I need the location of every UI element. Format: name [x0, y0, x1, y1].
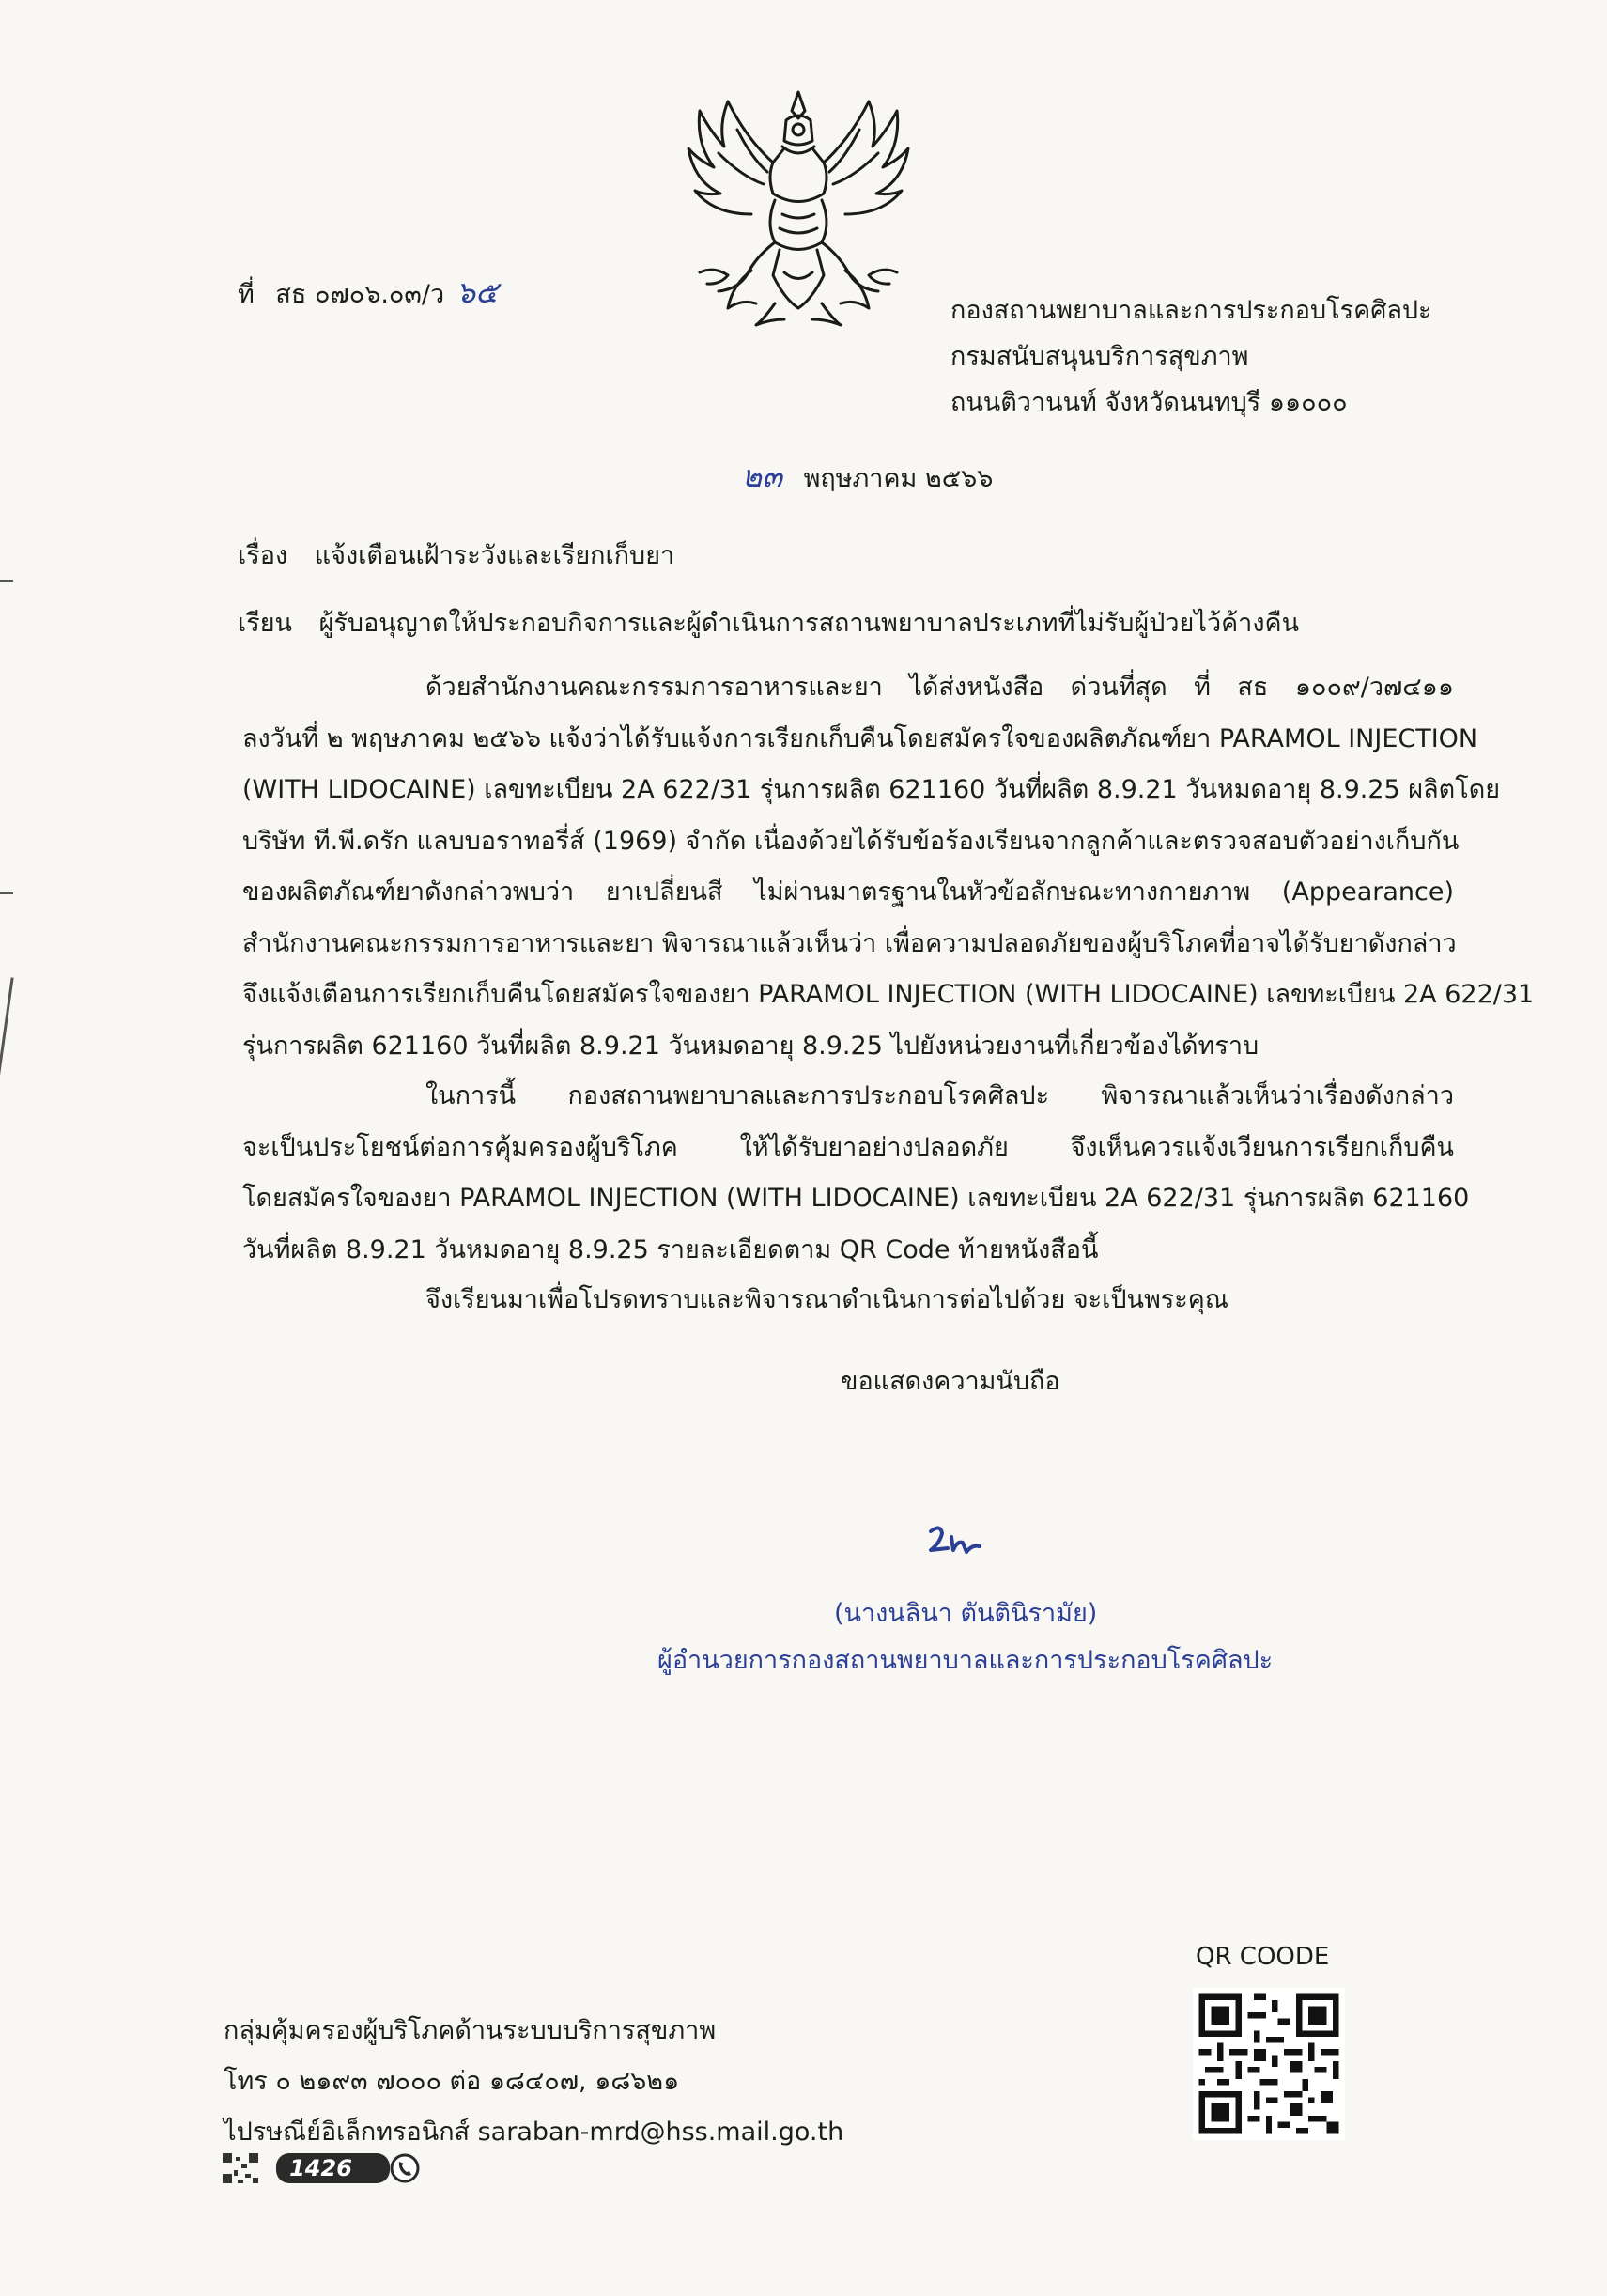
date-month-year: พฤษภาคม ๒๕๖๖	[803, 464, 994, 493]
date-day-handwritten: ๒๓	[742, 458, 782, 494]
paragraph-line: ของผลิตภัณฑ์ยาดังกล่าวพบว่า ยาเปลี่ยนสี ไม่ผ่านมาตรฐานในหัวข้อลักษณะทางกายภาพ (Appearance)	[242, 877, 1454, 907]
paragraph-line: ด้วยสำนักงานคณะกรรมการอาหารและยา ได้ส่งหนังสือ ด่วนที่สุด ที่ สธ ๑๐๐๙/ว๗๔๑๑	[425, 673, 1454, 702]
hotline-logo	[221, 2151, 421, 2185]
hotline-number: 1426	[276, 2153, 390, 2183]
contact-email: ไปรษณีย์อิเล็กทรอนิกส์ saraban-mrd@hss.mail.go.th	[224, 2118, 844, 2147]
scan-edge-mark	[0, 892, 13, 894]
addressee-line	[238, 609, 1299, 639]
subject-label: เรื่อง	[238, 541, 288, 570]
document-number-label: ที่	[238, 280, 255, 309]
addressee-text: ผู้รับอนุญาตให้ประกอบกิจการและผู้ดำเนินการสถานพยาบาลประเภทที่ไม่รับผู้ป่วยไว้ค้างคืน	[318, 609, 1300, 638]
paragraph-line: จึงแจ้งเตือนการเรียกเก็บคืนโดยสมัครใจของยา PARAMOL INJECTION (WITH LIDOCAINE) เลขทะเบียน 2A 622/31	[242, 980, 1535, 1009]
handwritten-signature	[925, 1522, 983, 1561]
closing-request: จึงเรียนมาเพื่อโปรดทราบและพิจารณาดำเนินการต่อไปด้วย จะเป็นพระคุณ	[425, 1285, 1228, 1314]
body-paragraph-2	[242, 1071, 1470, 1276]
signer-position: ผู้อำนวยการกองสถานพยาบาลและการประกอบโรคศิลปะ	[657, 1646, 1274, 1675]
paragraph-line: บริษัท ที.พี.ดรัก แลบบอราทอรี่ส์ (1969) จำกัด เนื่องด้วยได้รับข้อร้องเรียนจากลูกค้าและตรวจสอบตัวอย่างเก็บกัน	[242, 826, 1460, 856]
org-street: ถนนติวานนท์ จังหวัดนนทบุรี ๑๑๐๐๐	[950, 388, 1348, 417]
subject-line	[238, 541, 674, 571]
scan-edge-mark	[0, 977, 14, 1079]
contact-phone: โทร ๐ ๒๑๙๓ ๗๐๐๐ ต่อ ๑๘๔๐๗, ๑๘๖๒๑	[224, 2067, 680, 2096]
footer-contact	[224, 2006, 843, 2158]
small-qr-icon	[221, 2151, 264, 2185]
paragraph-line: โดยสมัครใจของยา PARAMOL INJECTION (WITH LIDOCAINE) เลขทะเบียน 2A 622/31 รุ่นการผลิต 621160	[242, 1184, 1470, 1213]
paragraph-line: สำนักงานคณะกรรมการอาหารและยา พิจารณาแล้วเห็นว่า เพื่อความปลอดภัยของผู้บริโภคที่อาจได้รับยาดังกล่าว	[242, 928, 1457, 958]
scan-edge-mark	[0, 580, 13, 582]
paragraph-line: วันที่ผลิต 8.9.21 วันหมดอายุ 8.9.25 รายละเอียดตาม QR Code ท้ายหนังสือนี้	[242, 1234, 1099, 1264]
paragraph-line: รุ่นการผลิต 621160 วันที่ผลิต 8.9.21 วันหมดอายุ 8.9.25 ไปยังหน่วยงานที่เกี่ยวข้องได้ทราบ	[242, 1031, 1259, 1061]
document-number	[238, 274, 498, 310]
qr-code-icon	[1193, 1988, 1345, 2140]
paragraph-line: จะเป็นประโยชน์ต่อการคุ้มครองผู้บริโภค ให้ได้รับยาอย่างปลอดภัย จึงเห็นควรแจ้งเวียนการเรียกเก็บคืน	[242, 1132, 1454, 1162]
paragraph-line: (WITH LIDOCAINE) เลขทะเบียน 2A 622/31 รุ่นการผลิต 621160 วันที่ผลิต 8.9.21 วันหมดอายุ 8.9.25 ผลิตโดย	[242, 775, 1501, 804]
paragraph-line: ในการนี้ กองสถานพยาบาลและการประกอบโรคศิลปะ พิจารณาแล้วเห็นว่าเรื่องดังกล่าว	[425, 1081, 1454, 1110]
paragraph-line: ลงวันที่ ๒ พฤษภาคม ๒๕๖๖ แจ้งว่าได้รับแจ้งการเรียกเก็บคืนโดยสมัครใจของผลิตภัณฑ์ยา PARAMOL INJECTION	[242, 723, 1478, 753]
org-department: กรมสนับสนุนบริการสุขภาพ	[950, 342, 1249, 371]
document-number-handwritten: ๖๕	[456, 274, 499, 310]
body-paragraph-1	[242, 662, 1535, 1072]
contact-unit: กลุ่มคุ้มครองผู้บริโภคด้านระบบบริการสุขภาพ	[224, 2016, 717, 2045]
document-date	[742, 458, 993, 494]
qr-code-label: QR COODE	[1196, 1943, 1330, 1971]
org-name: กองสถานพยาบาลและการประกอบโรคศิลปะ	[950, 296, 1432, 325]
subject-text: แจ้งเตือนเฝ้าระวังและเรียกเก็บยา	[314, 541, 675, 570]
addressee-label: เรียน	[238, 609, 293, 638]
organization-address	[950, 287, 1432, 426]
garuda-emblem	[662, 73, 935, 334]
salutation: ขอแสดงความนับถือ	[841, 1367, 1060, 1396]
document-number-value: สธ ๐๗๐๖.๐๓/ว	[275, 280, 445, 309]
signer-name: (นางนลินา ตันตินิรามัย)	[834, 1599, 1098, 1628]
phone-icon	[389, 2152, 421, 2184]
